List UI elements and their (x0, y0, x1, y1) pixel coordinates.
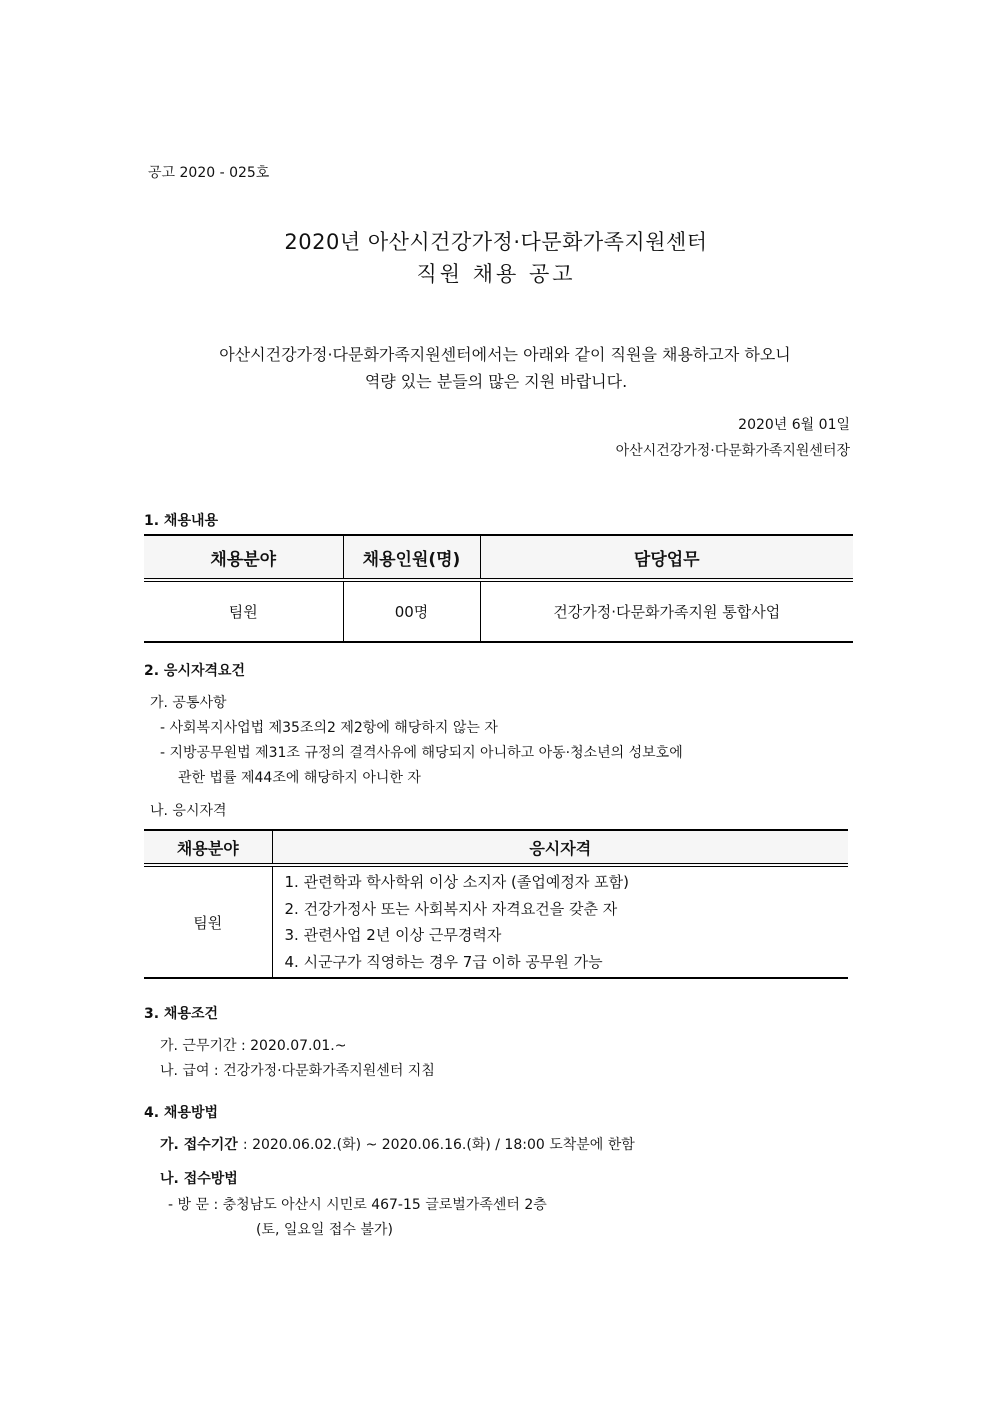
qualification-table (144, 829, 848, 979)
page-title: 2020년 아산시건강가정·다문화가족지원센터 (284, 230, 708, 254)
cell-field: 팀원 (144, 580, 343, 642)
section-2-heading: 2. 응시자격요건 (144, 663, 246, 679)
visit-note: (토, 일요일 접수 불가) (256, 1222, 393, 1238)
notice-number: 공고 2020 - 025호 (148, 165, 270, 181)
requirement-item: - 사회복지사업법 제35조의2 제2항에 해당하지 않는 자 (160, 720, 498, 736)
qualification-item: 2. 건강가정사 또는 사회복지사 자격요건을 갖춘 자 (284, 899, 618, 918)
notice-date: 2020년 6월 01일 (738, 417, 850, 433)
employment-period: 가. 근무기간 : 2020.07.01.~ (160, 1038, 347, 1054)
intro-line-2: 역량 있는 분들의 많은 지원 바랍니다. (364, 372, 628, 391)
requirement-item-continued: 관한 법률 제44조에 해당하지 아니한 자 (178, 770, 421, 786)
qualification-item: 1. 관련학과 학사학위 이상 소지자 (졸업예정자 포함) (284, 873, 629, 891)
application-method-label: 나. 접수방법 (160, 1171, 238, 1187)
salary: 나. 급여 : 건강가정·다문화가족지원센터 지침 (160, 1063, 435, 1079)
signer: 아산시건강가정·다문화가족지원센터장 (615, 443, 850, 459)
header-field: 채용분야 (144, 830, 272, 865)
table-row (144, 865, 848, 978)
application-period-label: 가. 접수기간 (160, 1137, 238, 1153)
recruitment-table (144, 534, 853, 643)
qualification-item: 4. 시군구가 직영하는 경우 7급 이하 공무원 가능 (284, 952, 603, 971)
header-headcount: 채용인원(명) (343, 535, 480, 580)
cell-field: 팀원 (144, 865, 272, 978)
visit-address: - 방 문 : 충청남도 아산시 시민로 467-15 글로벌가족센터 2층 (168, 1197, 547, 1213)
intro-line-1: 아산시건강가정·다문화가족지원센터에서는 아래와 같이 직원을 채용하고자 하오니 (219, 345, 791, 364)
cell-headcount: 00명 (343, 580, 480, 642)
qualification-label: 나. 응시자격 (150, 803, 227, 819)
qualification-item: 3. 관련사업 2년 이상 근무경력자 (284, 926, 502, 944)
header-duty: 담당업무 (480, 535, 853, 580)
table-row (144, 580, 853, 642)
common-requirements-label: 가. 공통사항 (150, 695, 227, 711)
section-3-heading: 3. 채용조건 (144, 1006, 219, 1022)
header-field: 채용분야 (144, 535, 343, 580)
page-subtitle: 직원 채용 공고 (416, 262, 576, 286)
cell-duty: 건강가정·다문화가족지원 통합사업 (480, 580, 853, 642)
section-4-heading: 4. 채용방법 (144, 1105, 219, 1121)
application-period-value: : 2020.06.02.(화) ~ 2020.06.16.(화) / 18:00 도착분에 한함 (242, 1137, 635, 1153)
requirement-item: - 지방공무원법 제31조 규정의 결격사유에 해당되지 아니하고 아동·청소년의 성보호에 (160, 745, 683, 761)
section-1-heading: 1. 채용내용 (144, 513, 219, 529)
header-qualification: 응시자격 (272, 830, 848, 865)
application-period (160, 1134, 635, 1154)
table-header-row (144, 830, 848, 865)
table-header-row (144, 535, 853, 580)
cell-qualifications (272, 865, 848, 978)
